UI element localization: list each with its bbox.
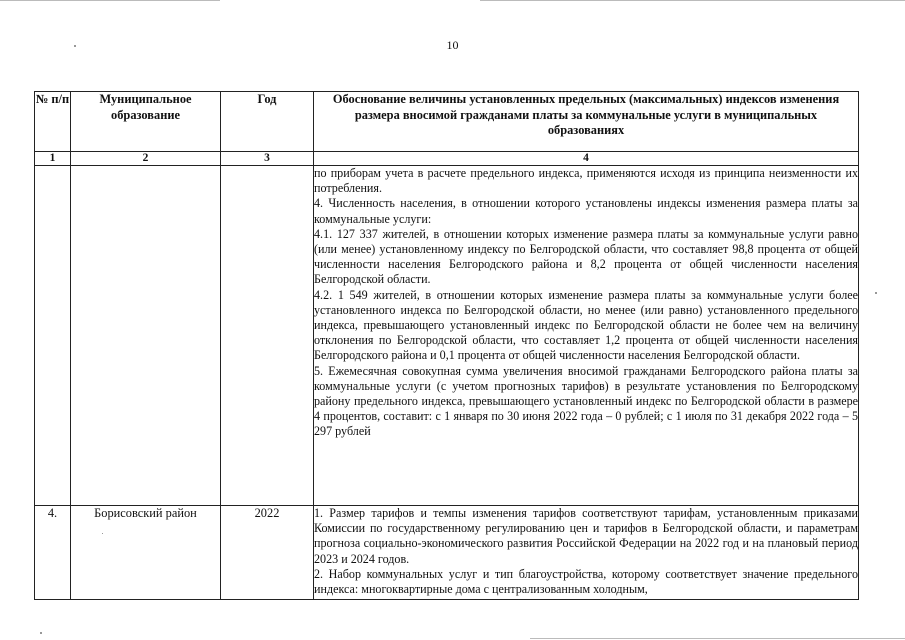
row-municipality: Борисовский район	[71, 506, 221, 600]
row-municipality	[71, 166, 221, 506]
justification-paragraph: по приборам учета в расчете предельного индекса, применяются исходя из принципа неизменности их потребления.	[314, 166, 858, 196]
justification-paragraph: 4. Численность населения, в отношении которого установлены индексы изменения размера платы за коммунальные услуги:	[314, 196, 858, 226]
justification-paragraph: 5. Ежемесячная совокупная сумма увеличения вносимой гражданами Белгородского района платы за коммунальные услуги (с учетом прогнозных тарифов) в результате установления по Белгородскому району предельного индекса, превышающего установленный индекс по Белгородской области в размере 4 процентов, составит: с 1 января по 30 июня 2022 года – 0 рублей; с 1 июля по 31 декабря 2022 года – 5 297 рублей	[314, 363, 858, 439]
column-number: 2	[71, 152, 221, 166]
justification-paragraph: 1. Размер тарифов и темпы изменения тарифов соответствуют тарифам, установленным приказами Комиссии по государственному регулированию цен и тарифов в Белгородской области, и параметрам прогноза социально-экономического развития Российской Федерации на 2022 год и на плановый период 2023 и 2024 годов.	[314, 506, 858, 566]
table-row	[35, 166, 859, 506]
row-justification	[314, 506, 859, 600]
scan-edge-top-right	[480, 0, 905, 1]
header-municipality: Муниципальное образование	[71, 92, 221, 152]
row-num	[35, 166, 71, 506]
table-row	[35, 506, 859, 600]
scan-edge-bottom	[530, 638, 905, 639]
row-num: 4.	[35, 506, 71, 600]
column-number: 4	[314, 152, 859, 166]
column-number: 3	[221, 152, 314, 166]
row-year	[221, 166, 314, 506]
header-year: Год	[221, 92, 314, 152]
header-num: № п/п	[35, 92, 71, 152]
scan-speck	[40, 632, 42, 634]
justification-paragraph: 2. Набор коммунальных услуг и тип благоустройства, которому соответствует значение предельного индекса: многоквартирные дома с централизованным холодным,	[314, 566, 858, 597]
scan-edge-top-left	[0, 0, 220, 1]
column-number-row	[35, 152, 859, 166]
table-header-row	[35, 92, 859, 152]
page-number: 10	[446, 38, 459, 52]
justification-paragraph: 4.2. 1 549 жителей, в отношении которых изменение размера платы за коммунальные услуги более установленного индекса по Белгородской области, но менее (или равно) установленного предельного индекса, превышающего установленный индекс по Белгородской области не более чем на величину отклонения по Белгородской области, что составляет 1,2 процента от общей численности населения Белгородского района и 0,1 процента от общей численности населения Белгородской области.	[314, 287, 858, 363]
column-number: 1	[35, 152, 71, 166]
justification-paragraph: 4.1. 127 337 жителей, в отношении которых изменение размера платы за коммунальные услуги равно (или менее) установленному индексу по Белгородской области, что составляет 98,8 процента от общей численности населения Белгородского района и 8,2 процента от общей численности населения Белгородской области.	[314, 226, 858, 287]
scan-speck	[875, 292, 877, 294]
row-year: 2022	[221, 506, 314, 600]
row-justification	[314, 166, 859, 506]
header-justification: Обоснование величины установленных предельных (максимальных) индексов изменения размера вносимой гражданами платы за коммунальные услуги в муниципальных образованиях	[314, 92, 859, 152]
municipal-index-table	[34, 91, 859, 600]
